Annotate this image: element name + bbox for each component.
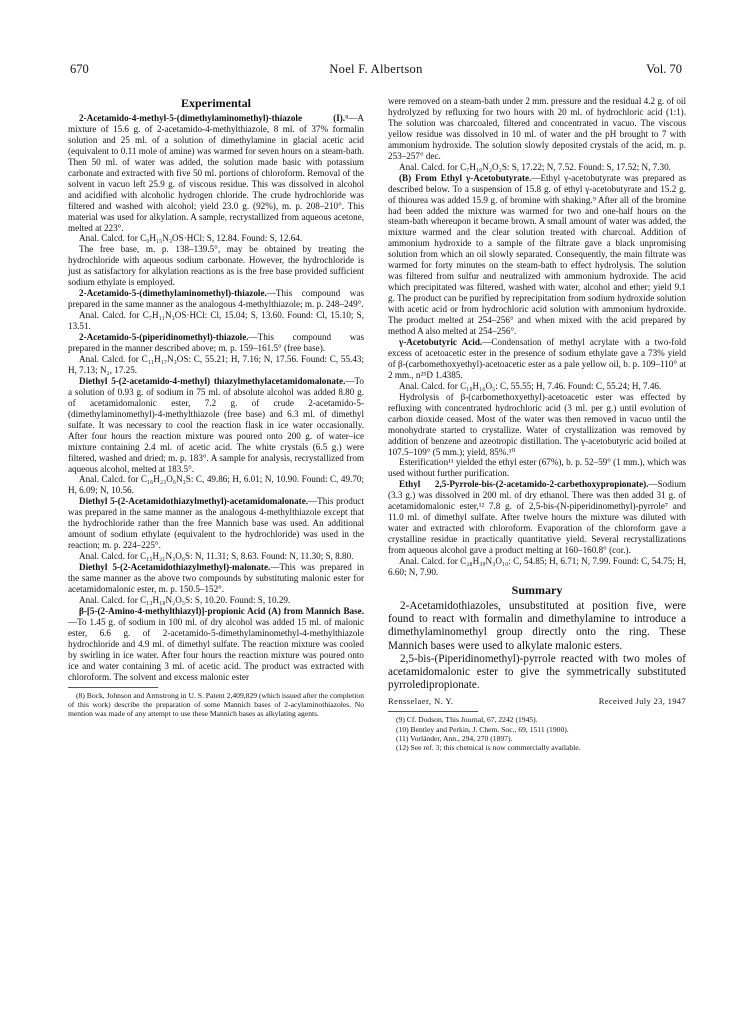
running-author: Noel F. Albertson: [329, 62, 423, 76]
paragraph: [68, 606, 364, 683]
paragraph-text: Anal. Calcd. for C₉H₁₅N₃OS·HCl: S, 12.84. Found: S, 12.64.: [79, 233, 303, 244]
paragraph: [68, 551, 364, 562]
section-title-experimental: Experimental: [181, 96, 251, 110]
paragraph-text: The free base, m. p. 138–139.5°, may be obtained by treating the hydrochloride with aqueous sodium carbonate. However, the hydrochloride is just as satisfactory for alkylation reactions as is the free base provided sufficient sodium ethylate is employed.: [68, 244, 364, 288]
section-title-summary: Summary: [511, 582, 563, 597]
summary-paragraph: 2-Acetamidothiazoles, unsubstituted at position five, were found to react with formalin and dimethylamine to introduce a dimethylaminomethyl group directly onto the ring. These Mannich bases were used to alkylate malonic esters.: [388, 599, 686, 652]
paragraph: [388, 392, 686, 458]
paragraph: [68, 310, 364, 332]
footnote-rule: [68, 687, 158, 688]
volume-label: Vol. 70: [646, 62, 682, 76]
footnote: (10) Bentley and Perkin, J. Chem. Soc., 69, 1511 (1900).: [396, 724, 569, 734]
paragraph-text: Anal. Calcd. for C₁₆H₂₃O₆N₃S: C, 49.86; H, 6.01; N, 10.90. Found: C, 49.70; H, 6.09; N, 10.56.: [68, 474, 364, 496]
paragraph-text: Anal. Calcd. for C₁₁H₁₇N₃OS: C, 55.21; H, 7.16; N, 17.56. Found: C, 55.43; H, 7.13; N₂, 17.25.: [68, 353, 364, 375]
paragraph-text: —This compound was prepared in the same manner as the analogous 4-methylthiazole; m. p. 248–249°.: [68, 288, 364, 310]
paragraph: [68, 474, 364, 496]
paragraph-text: —Sodium (3.3 g.) was dissolved in 200 ml. of dry ethanol. There was then added 31 g. of acetamidomalonic ester,¹² 7.8 g. of 2,5-bis-(N-piperidinomethyl)-pyrrole⁷ and 11.0 ml. of dimethyl sulfate. After twelve hours the mixture was diluted with water and extracted with chloroform. Evaporation of the chloroform gave a crystalline residue in practically quantitative yield. Several recrystallizations from aqueous alcohol gave a product melting at 160–160.8° (cor.).: [388, 479, 686, 556]
institution-place: Rensselaer, N. Y.: [388, 696, 454, 707]
paragraph: [68, 113, 364, 233]
right-column: [388, 96, 686, 752]
paragraph: [388, 556, 686, 578]
paragraph-text: —This was prepared in the same manner as the above two compounds by substituting malonic ester for acetamidomalonic ester, m. p. 150.5–152°.: [68, 562, 364, 594]
paragraph: [388, 381, 686, 392]
paragraph: [68, 233, 364, 244]
left-paragraphs: [68, 113, 364, 683]
paragraph-text: Anal. Calcd. for C₁₀H₁₆O₅: C, 55.55; H, 7.46. Found: C, 55.24; H, 7.46.: [399, 380, 662, 391]
paragraph-heading: γ-Acetobutyric Acid.: [399, 336, 483, 347]
paragraph: [388, 173, 686, 337]
paragraph-text: —Ethyl γ-acetobutyrate was prepared as described below. To a suspension of 15.8 g. of ethyl γ-acetobutyrate and 15.2 g. of thiourea was added 15.9 g. of bromine with shaking.⁹ After all of the bromine had been added the mixture was warmed for two and one-half hours on the steam-bath whereupon it became brown. A small amount of water was added, the mixture warmed and the clear solution treated with charcoal. Addition of ammonium hydroxide to a sample of the filtrate gave a black unpromising solution from which an oil slowly separated. Consequently, the main filtrate was warmed for forty minutes on the steam-bath to effect hydrolysis. The solution was filtered from sulfur and neutralized with ammonium hydroxide. The acid which precipitated was filtered, washed with water, alcohol and ether; yield 9.1 g. The product can be purified by reprecipitation from sodium hydroxide solution with acetic acid or from hydrochloric acid solution with ammonium hydroxide. The product melted at 254–256° and when mixed with the acid prepared by method A also melted at 254–256°.: [388, 172, 686, 337]
paragraph: [68, 332, 364, 354]
summary-paragraphs: [388, 600, 686, 692]
paragraph: [388, 337, 686, 381]
paragraph-text: Esterification¹¹ yielded the ethyl ester (67%), b. p. 52–59° (1 mm.), which was used without further purification.: [388, 457, 686, 479]
paragraph: [68, 595, 364, 606]
paragraph-text: Anal. Calcd. for C₁₃H₁₈N₂O₅S: S, 10.20. Found: S, 10.29.: [79, 594, 291, 605]
paragraph: [68, 496, 364, 551]
paragraph-heading: 2-Acetamido-4-methyl-5-(dimethylaminomethyl)-thiazole (I).: [79, 113, 346, 123]
paragraph-text: —To a solution of 0.93 g. of sodium in 75 ml. of absolute alcohol was added 8.80 g. of acetamidomalonic ester, 7.2 g. of crude 2-acetamido-5-(dimethylaminomethyl)-4-methylthiazole (free base) and 6.3 ml. of dimethyl sulfate. It was necessary to cool the reaction flask in ice water occasionally. After four hours the reaction mixture was poured onto 200 g. of water–ice mixture containing 2.4 ml. of acetic acid. The white crystals (6.5 g.) were filtered, washed and dried; m. p. 183°. A sample for analysis, recrystallized from aqueous alcohol, melted at 183.5°.: [68, 375, 364, 474]
right-paragraphs: [388, 96, 686, 578]
paragraph-heading: Ethyl 2,5-Pyrrole-bis-(2-acetamido-2-carbethoxypropionate).: [399, 479, 649, 490]
footnote: (8) Bock, Johnson and Armstrong in U. S. Patent 2,409,829 (which issued after the completion of this work) describe the preparation of some Mannich bases of 2-acylaminothiazoles. No mention was made of any attempt to use these Mannich bases as alkylating agents.: [68, 690, 364, 718]
paragraph-heading: β-[5-(2-Amino-4-methylthiazyl)]-propionic Acid (A) from Mannich Base.: [79, 605, 364, 616]
footnote: (12) See ref. 3; this chemical is now commercially available.: [396, 742, 581, 752]
paragraph-text: ⁸—A mixture of 15.6 g. of 2-acetamido-4-methylthiazole, 8 ml. of 37% formalin solution and 25 ml. of a solution of dimethylamine in glacial acetic acid (equivalent to 0.11 mole of amine) was warmed for seven hours on a steam-bath. Then 50 ml. of water was added, the solution made basic with potassium carbonate and extracted with five 50 ml. portions of chloroform. Removal of the solvent in vacuo left 25.9 g. of viscous residue. This was dissolved in alcohol and acidified with alcoholic hydrogen chloride. The crude hydrochloride was filtered and washed with alcohol; yield 23.0 g. (92%), m. p. 208–210°. This material was used for alkylation. A sample, recrystallized from aqueous acetone, melted at 223°.: [68, 113, 364, 233]
paragraph-text: —Condensation of methyl acrylate with a two-fold excess of acetoacetic ester in the presence of sodium ethylate gave a 73% yield of β-(carbomethoxyethyl)-acetoacetic ester as a pale yellow oil, b. p. 109–110° at 2 mm., n²⁵D 1.4385.: [388, 336, 687, 380]
summary-paragraph: 2,5-bis-(Piperidinomethyl)-pyrrole reacted with two moles of acetamidomalonic ester to give the symmetrically substituted pyrroledipropionate.: [388, 652, 686, 692]
paragraph-text: Anal. Calcd. for C₇H₁₁N₃OS·HCl: Cl, 15.04; S, 13.60. Found: Cl, 15.10; S, 13.51.: [68, 310, 364, 332]
paragraph: [388, 96, 686, 162]
page-number: 670: [70, 62, 89, 76]
paragraph-text: —This compound was prepared in the manner described above; m. p. 159–161.5° (free base).: [68, 332, 364, 354]
paragraph-text: —This product was prepared in the same manner as the analogous 4-methylthiazole except that the hydrochloride rather than the free Mannich base was used. An additional amount of sodium ethylate (equivalent to the hydrochloride) was used in the reaction; m. p. 224–225°.: [68, 496, 364, 551]
paragraph: [68, 288, 364, 310]
footnote: (11) Vorländer, Ann., 294, 270 (1897).: [396, 733, 513, 743]
paragraph-text: were removed on a steam-bath under 2 mm. pressure and the residual 4.2 g. of oil hydrolyzed by refluxing for two hours with 20 ml. of hydrochloric acid (1:1). The solution was charcoaled, filtered and concentrated in vacuo. The viscous yellow residue was dissolved in 10 ml. of water and the pH brought to 7 with ammonium hydroxide. The solution slowly deposited crystals of the acid, m. p. 253–257° dec.: [388, 96, 686, 161]
paragraph: [388, 457, 686, 479]
paragraph-heading: 2-Acetamido-5-(dimethylaminomethyl)-thiazole.: [79, 288, 267, 299]
paragraph: [68, 376, 364, 475]
paragraph-text: Anal. Calcd. for C₁₅H₂₁N₃O₆S: N, 11.31; S, 8.63. Found: N, 11.30; S, 8.80.: [79, 551, 354, 562]
footnote-rule-right: [388, 711, 478, 712]
paragraph-heading: Diethyl 5-(2-Acetamidothiazylmethyl)-acetamidomalonate.: [79, 496, 309, 507]
paragraph: [68, 354, 364, 376]
paragraph-text: Anal. Calcd. for C₂₈H₃₉N₃O₁₀: C, 54.85; H, 6.71; N, 7.99. Found: C, 54.75; H, 6.60; N, 7.90.: [388, 556, 686, 577]
right-footnotes: [388, 715, 686, 752]
paragraph-heading: Diethyl 5-(2-Acetamidothiazylmethyl)-malonate.: [79, 562, 271, 573]
paragraph-text: Hydrolysis of β-(carbomethoxyethyl)-acetoacetic ester was effected by refluxing with concentrated hydrochloric acid (3 ml. per g.) until evolution of carbon dioxide ceased. Most of the water was then removed in vacuo until the monohydrate started to crystallize. Water of crystallization was removed by addition of benzene and azeotropic distillation. The γ-acetobutyric acid boiled at 107.5–109° (5 mm.); yield, 85%.¹⁰: [388, 391, 686, 457]
paragraph-heading: 2-Acetamido-5-(piperidinomethyl)-thiazole.: [79, 332, 249, 343]
paragraph-text: Anal. Calcd. for C₇H₁₀N₂O₂S: S, 17.22; N, 7.52. Found: S, 17.52; N, 7.30.: [399, 161, 671, 172]
paragraph-heading: Diethyl 5-(2-acetamido-4-methyl) thiazylmethylacetamidomalonate.: [79, 375, 346, 386]
paragraph: [68, 244, 364, 288]
left-footnotes: [68, 691, 364, 719]
paragraph: [68, 562, 364, 595]
received-date: Received July 23, 1947: [598, 696, 686, 707]
left-column: [68, 96, 364, 718]
signature-line: [388, 696, 686, 707]
paragraph-heading: (B) From Ethyl γ-Acetobutyrate.: [399, 172, 532, 183]
footnote: (9) Cf. Dodson, This Journal, 67, 2242 (1945).: [396, 715, 538, 725]
page-header: [70, 62, 682, 78]
paragraph: [388, 479, 686, 556]
paragraph: [388, 162, 686, 173]
paragraph-text: —To 1.45 g. of sodium in 100 ml. of dry alcohol was added 15 ml. of malonic ester, 6.6 g. of 2-acetamido-5-dimethylaminomethyl-4-methylthiazole hydrochloride and 4.9 ml. of dimethyl sulfate. The reaction mixture was cooled by swirling in ice water. After four hours the reaction mixture was poured onto ice and water containing 3 ml. of acetic acid. The product was extracted with chloroform. The solvent and excess malonic ester: [68, 616, 364, 682]
